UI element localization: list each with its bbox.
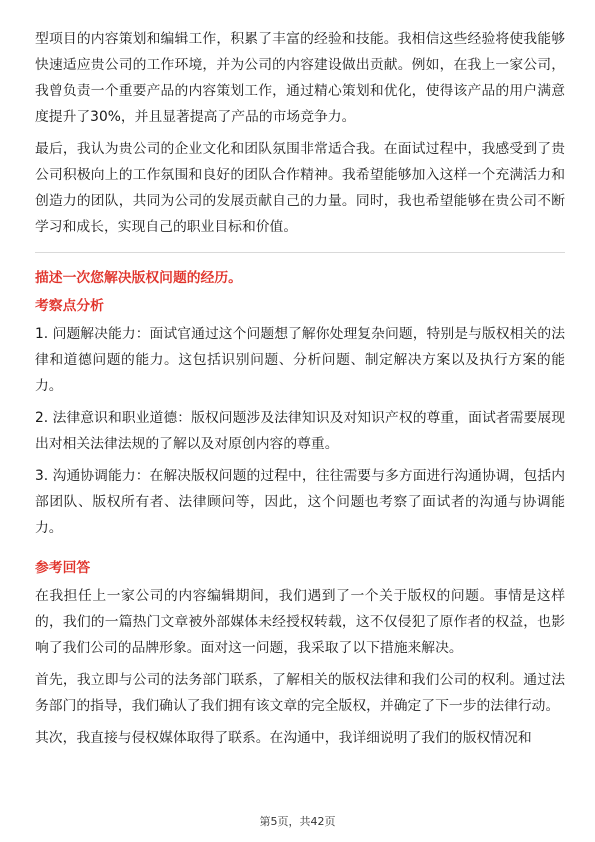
answer-paragraph: 其次，我直接与侵权媒体取得了联系。在沟通中，我详细说明了我们的版权情况和 <box>35 730 532 746</box>
document-page <box>35 26 565 757</box>
answer-heading: 参考回答 <box>35 560 91 576</box>
analysis-heading: 考察点分析 <box>35 298 104 314</box>
page-number: 第5页，共42页 <box>259 815 336 828</box>
intro-paragraph: 型项目的内容策划和编辑工作，积累了丰富的经验和技能。我相信这些经验将使我能够快速适应贵公司的工作环境，并为公司的内容建设做出贡献。例如，在我上一家公司，我曾负责一个重要产品的内容策划工作，通过精心策划和优化，使得该产品的用户满意度提升了30%，并且显著提高了产品的市场竞争力。 <box>35 31 565 125</box>
analysis-item: 3. 沟通协调能力：在解决版权问题的过程中，往往需要与多方面进行沟通协调，包括内部团队、版权所有者、法律顾问等，因此，这个问题也考察了面试者的沟通与协调能力。 <box>35 468 565 536</box>
answer-paragraph: 首先，我立即与公司的法务部门联系，了解相关的版权法律和我们公司的权利。通过法务部门的指导，我们确认了我们拥有该文章的完全版权，并确定了下一步的法律行动。 <box>35 672 565 714</box>
analysis-item: 1. 问题解决能力：面试官通过这个问题想了解你处理复杂问题，特别是与版权相关的法律和道德问题的能力。这包括识别问题、分析问题、制定解决方案以及执行方案的能力。 <box>35 326 565 394</box>
intro-paragraph: 最后，我认为贵公司的企业文化和团队氛围非常适合我。在面试过程中，我感受到了贵公司积极向上的工作氛围和良好的团队合作精神。我希望能够加入这样一个充满活力和创造力的团队，共同为公司的发展贡献自己的力量。同时，我也希望能够在贵公司不断学习和成长，实现自己的职业目标和价值。 <box>35 141 565 235</box>
section-divider <box>35 252 565 253</box>
answer-paragraph: 在我担任上一家公司的内容编辑期间，我们遇到了一个关于版权的问题。事情是这样的，我们的一篇热门文章被外部媒体未经授权转载，这不仅侵犯了原作者的权益，也影响了我们公司的品牌形象。面对这一问题，我采取了以下措施来解决。 <box>35 588 565 656</box>
question-title: 描述一次您解决版权问题的经历。 <box>35 270 242 286</box>
analysis-item: 2. 法律意识和职业道德：版权问题涉及法律知识及对知识产权的尊重，面试者需要展现出对相关法律法规的了解以及对原创内容的尊重。 <box>35 410 565 452</box>
